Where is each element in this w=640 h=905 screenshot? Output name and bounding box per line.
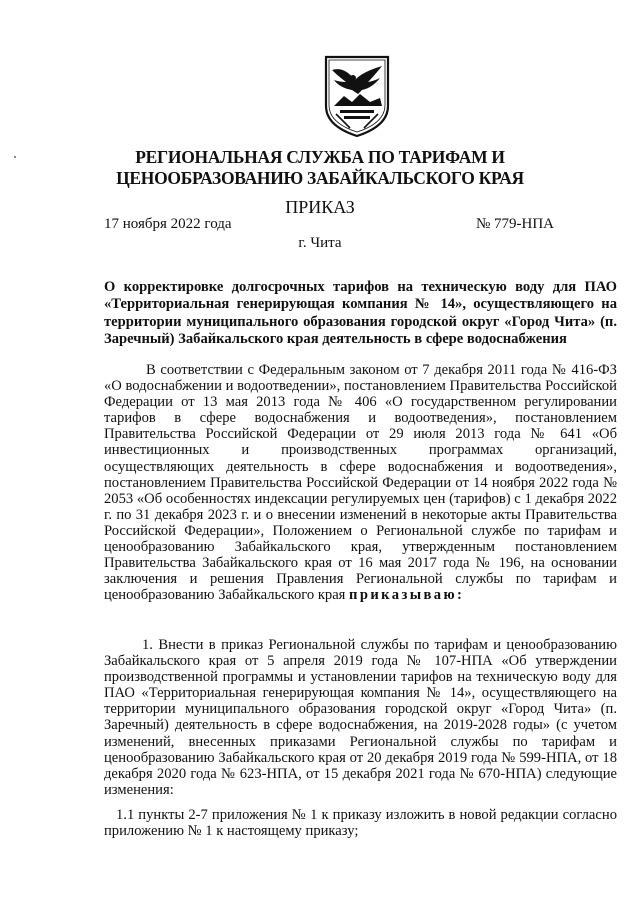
decree-word: приказываю: <box>349 587 465 604</box>
organization-name <box>100 147 540 189</box>
paragraph-preamble <box>104 362 617 603</box>
document-date: 17 ноября 2022 года <box>104 216 232 232</box>
coat-of-arms-icon <box>322 54 392 138</box>
document-type: ПРИКАЗ <box>285 197 355 217</box>
paragraph-item-1 <box>104 637 617 798</box>
document-city: г. Чита <box>298 235 342 251</box>
item-1-1-text: 1.1 пункты 2-7 приложения № 1 к приказу изложить в новой редакции согласно приложению № 1 к настоящему приказу; <box>104 807 617 840</box>
document-number: № 779-НПА <box>475 216 554 232</box>
organization-line-2: ЦЕНООБРАЗОВАНИЮ ЗАБАЙКАЛЬСКОГО КРАЯ <box>116 168 524 188</box>
organization-line-1: РЕГИОНАЛЬНАЯ СЛУЖБА ПО ТАРИФАМ И <box>135 147 505 167</box>
preamble-text: В соответствии с Федеральным законом от 7 декабря 2011 года № 416-ФЗ «О водоснабжении и водоотведении», постановлением Правительства Российской Федерации от 13 мая 2013 года № 406 «О государственном регулировании тарифов в сфере водоснабжения и водоотведения», постановлением Правительства Российской Федерации от 29 июля 2013 года № 641 «Об инвестиционных и производственных программах организаций, осуществляющих деятельность в сфере водоснабжения и водоотведения», постановлением Правительства Российской Федерации от 14 ноября 2022 года № 2053 «Об особенностях индексации регулируемых цен (тарифов) с 1 декабря 2022 г. по 31 декабря 2023 г. и о внесении изменений в некоторые акты Правительства Российской Федерации», Положением о Региональной службе по тарифам и ценообразованию Забайкальского края, утвержденным постановлением Правительства Забайкальского края от 16 мая 2017 года № 196, на основании заключения и решения Правления Региональной службы по тарифам и ценообразованию Забайкальского края <box>104 362 617 604</box>
scan-speck <box>14 156 16 158</box>
document-subject: О корректировке долгосрочных тарифов на техническую воду для ПАО «Территориальная генерирующая компания № 14», осуществляющего на территории муниципального образования городской округ «Город Чита» (п. Заречный) Забайкальского края деятельность в сфере водоснабжения <box>104 279 617 348</box>
paragraph-item-1-1 <box>104 807 617 839</box>
item-1-text: 1. Внести в приказ Региональной службы по тарифам и ценообразованию Забайкальского края от 5 апреля 2019 года № 107-НПА «Об утверждении производственной программы и установлении тарифов на техническую воду для ПАО «Территориальная генерирующая компания № 14», осуществляющего на территории муниципального образования городской округ «Город Чита» (п. Заречный) деятельность в сфере водоснабжения, на 2019-2028 годы» (с учетом изменений, внесенных приказами Региональной службы по тарифам и ценообразованию Забайкальского края от 20 декабря 2019 года № 599-НПА, от 18 декабря 2020 года № 623-НПА, от 15 декабря 2021 года № 670-НПА) следующие изменения: <box>104 637 617 798</box>
